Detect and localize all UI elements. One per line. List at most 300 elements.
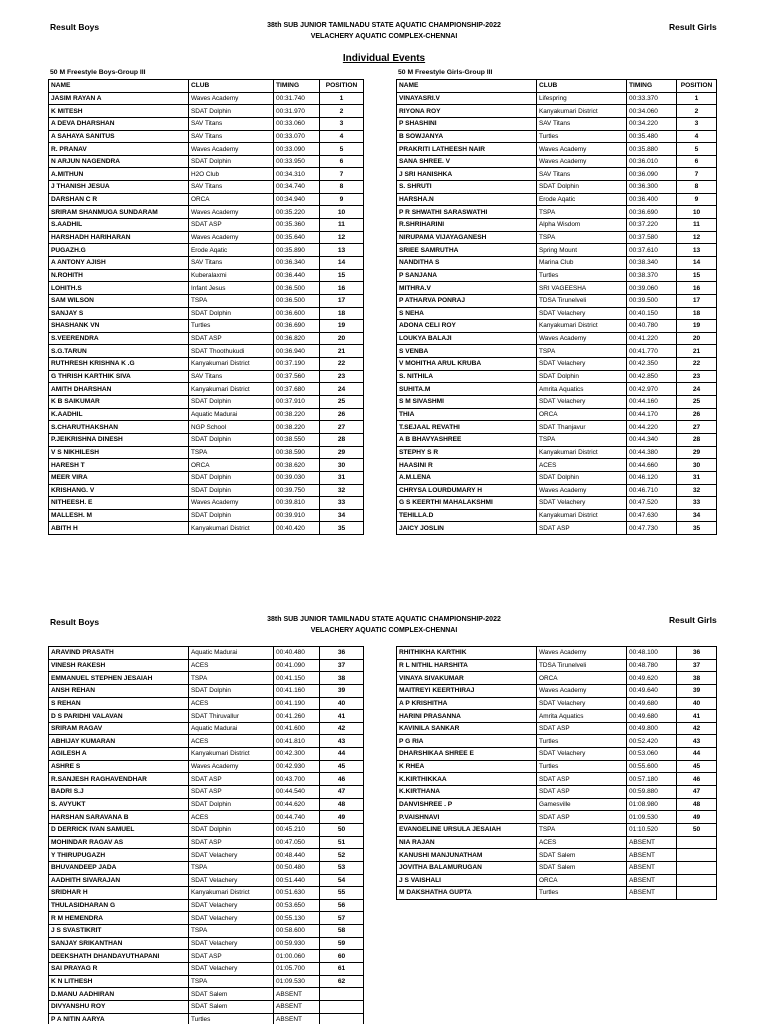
position: 21	[677, 345, 717, 358]
swimmer-name: A SAHAYA SANITUS	[49, 130, 189, 143]
swimmer-name: BADRI S.J	[49, 786, 189, 799]
table-row	[397, 155, 717, 168]
table-row	[49, 484, 364, 497]
timing: 00:36.690	[627, 206, 677, 219]
timing: 00:35.220	[274, 206, 320, 219]
timing: 00:38.220	[274, 421, 320, 434]
position: 19	[677, 320, 717, 333]
timing: 00:41.770	[627, 345, 677, 358]
swimmer-name: BHUVANDEEP JADA	[49, 861, 189, 874]
position: 33	[320, 497, 364, 510]
table-row	[397, 143, 717, 156]
table-row	[49, 408, 364, 421]
position: 6	[320, 155, 364, 168]
swimmer-name: J S SVASTIKRIT	[49, 925, 189, 938]
position: 18	[320, 307, 364, 320]
swimmer-name: SANJAY S	[49, 307, 189, 320]
swimmer-name: HAASINI R	[397, 459, 537, 472]
position: 54	[320, 874, 364, 887]
position: 40	[677, 697, 717, 710]
position: 19	[320, 320, 364, 333]
club-name: Turtles	[537, 887, 627, 900]
position	[677, 849, 717, 862]
timing: 00:31.970	[274, 105, 320, 118]
club-name: SDAT Dolphin	[189, 155, 274, 168]
position: 27	[677, 421, 717, 434]
result-boys-label: Result Boys	[50, 22, 100, 32]
timing: 00:40.480	[274, 647, 320, 660]
table-row	[49, 370, 364, 383]
position: 43	[677, 735, 717, 748]
table-row	[49, 244, 364, 257]
club-name: Amrita Aquatics	[537, 383, 627, 396]
table-row	[49, 975, 364, 988]
table-row	[397, 647, 717, 660]
position: 13	[677, 244, 717, 257]
table-row	[397, 408, 717, 421]
position: 52	[320, 849, 364, 862]
table-row	[49, 773, 364, 786]
club-name: Waves Academy	[189, 206, 274, 219]
timing: 00:35.640	[274, 231, 320, 244]
swimmer-name: J SRI HANISHKA	[397, 168, 537, 181]
swimmer-name: AADHITH SIVARAJAN	[49, 874, 189, 887]
swimmer-name: A DEVA DHARSHAN	[49, 117, 189, 130]
club-name: SDAT Thoothukudi	[189, 345, 274, 358]
club-name: SDAT ASP	[537, 722, 627, 735]
position: 34	[320, 509, 364, 522]
position: 45	[320, 760, 364, 773]
position: 14	[320, 256, 364, 269]
timing: 00:48.100	[627, 647, 677, 660]
position	[320, 1000, 364, 1013]
club-name: TSPA	[189, 925, 274, 938]
swimmer-name: KRISHANG. V	[49, 484, 189, 497]
timing: 00:34.220	[627, 117, 677, 130]
swimmer-name: DHARSHIKAA SHREE E	[397, 748, 537, 761]
timing: ABSENT	[627, 874, 677, 887]
club-name: SDAT Dolphin	[189, 509, 274, 522]
swimmer-name: J S VAISHALI	[397, 874, 537, 887]
table-row	[49, 798, 364, 811]
swimmer-name: MOHINDAR RAGAV AS	[49, 836, 189, 849]
position: 5	[320, 143, 364, 156]
position: 28	[677, 433, 717, 446]
position: 40	[320, 697, 364, 710]
swimmer-name: K.AADHIL	[49, 408, 189, 421]
club-name: TSPA	[537, 345, 627, 358]
timing: 00:41.810	[274, 735, 320, 748]
timing: 00:43.700	[274, 773, 320, 786]
timing: 00:36.690	[274, 320, 320, 333]
timing: 00:41.190	[274, 697, 320, 710]
position: 53	[320, 861, 364, 874]
table-row	[49, 294, 364, 307]
swimmer-name: S M SIVASHMI	[397, 396, 537, 409]
club-name: TSPA	[189, 294, 274, 307]
table-row	[397, 684, 717, 697]
swimmer-name: S.CHARUTHAKSHAN	[49, 421, 189, 434]
position: 32	[320, 484, 364, 497]
swimmer-name: G S KEERTHI MAHALAKSHMI	[397, 497, 537, 510]
table-row	[397, 105, 717, 118]
timing: ABSENT	[274, 1000, 320, 1013]
club-name: SAV Titans	[189, 370, 274, 383]
position	[677, 861, 717, 874]
table-row	[397, 181, 717, 194]
position: 60	[320, 950, 364, 963]
club-name: SDAT Velachery	[189, 874, 274, 887]
table-row	[397, 786, 717, 799]
table-row	[397, 823, 717, 836]
table-row	[397, 370, 717, 383]
swimmer-name: SANJAY SRIKANTHAN	[49, 937, 189, 950]
timing: 01:08.980	[627, 798, 677, 811]
swimmer-name: NIRUPAMA VIJAYAGANESH	[397, 231, 537, 244]
timing: 00:57.180	[627, 773, 677, 786]
girls-results-table-2	[396, 646, 717, 900]
club-name: TDSA Tirunelveli	[537, 294, 627, 307]
swimmer-name: DARSHAN C R	[49, 193, 189, 206]
table-row	[397, 522, 717, 535]
timing: 00:36.600	[274, 307, 320, 320]
swimmer-name: DIVYANSHU ROY	[49, 1000, 189, 1013]
club-name: SDAT Velachery	[189, 849, 274, 862]
timing: 00:37.910	[274, 396, 320, 409]
swimmer-name: SUHITA.M	[397, 383, 537, 396]
table-row	[397, 332, 717, 345]
timing: 00:46.120	[627, 471, 677, 484]
swimmer-name: AMITH DHARSHAN	[49, 383, 189, 396]
position: 46	[677, 773, 717, 786]
table-row	[397, 722, 717, 735]
club-name: ACES	[537, 836, 627, 849]
timing: 00:55.600	[627, 760, 677, 773]
club-name: SDAT Velachery	[537, 748, 627, 761]
club-name: Erode Aqatic	[537, 193, 627, 206]
swimmer-name: ASHRE S	[49, 760, 189, 773]
swimmer-name: VINAYA SIVAKUMAR	[397, 672, 537, 685]
swimmer-name: S. SHRUTI	[397, 181, 537, 194]
table-row	[49, 963, 364, 976]
boys-results-table-1	[48, 79, 364, 535]
timing: 00:42.350	[627, 358, 677, 371]
swimmer-name: K.KIRTHIKKAA	[397, 773, 537, 786]
swimmer-name: ABITH H	[49, 522, 189, 535]
swimmer-name: THIA	[397, 408, 537, 421]
swimmer-name: P.JEIKRISHNA DINESH	[49, 433, 189, 446]
position: 1	[677, 92, 717, 105]
swimmer-name: P R SHWATHI SARASWATHI	[397, 206, 537, 219]
swimmer-name: RIYONA ROY	[397, 105, 537, 118]
position	[677, 874, 717, 887]
swimmer-name: A ANTONY AJISH	[49, 256, 189, 269]
result-girls-label-2: Result Girls	[669, 615, 717, 625]
individual-events-title: Individual Events	[342, 53, 426, 64]
club-name: ACES	[189, 735, 274, 748]
timing: 00:51.440	[274, 874, 320, 887]
table-row	[49, 647, 364, 660]
club-name: SDAT Salem	[537, 849, 627, 862]
header-club: CLUB	[537, 80, 627, 93]
position: 9	[320, 193, 364, 206]
position: 58	[320, 925, 364, 938]
position: 62	[320, 975, 364, 988]
table-row	[397, 320, 717, 333]
position: 24	[677, 383, 717, 396]
swimmer-name: D.MANU AADHIRAN	[49, 988, 189, 1001]
table-row	[49, 396, 364, 409]
timing: 00:39.500	[627, 294, 677, 307]
swimmer-name: RHITHIKHA KARTHIK	[397, 647, 537, 660]
table-row	[397, 773, 717, 786]
girls-results-table-1	[396, 79, 717, 535]
timing: 00:38.340	[627, 256, 677, 269]
position: 42	[320, 722, 364, 735]
swimmer-name: SHASHANK VN	[49, 320, 189, 333]
timing: 00:36.500	[274, 282, 320, 295]
table-row	[49, 433, 364, 446]
swimmer-name: A.MITHUN	[49, 168, 189, 181]
table-row	[49, 659, 364, 672]
header-timing: TIMING	[274, 80, 320, 93]
club-name: TSPA	[537, 823, 627, 836]
club-name: ACES	[189, 811, 274, 824]
timing: 00:34.060	[627, 105, 677, 118]
swimmer-name: V S NIKHILESH	[49, 446, 189, 459]
club-name: Waves Academy	[537, 484, 627, 497]
position: 21	[320, 345, 364, 358]
table-row	[49, 874, 364, 887]
club-name: SDAT Thanjavur	[537, 421, 627, 434]
timing: 00:58.600	[274, 925, 320, 938]
table-row	[49, 887, 364, 900]
girls-group-title: 50 M Freestyle Girls-Group III	[398, 69, 493, 76]
header-name: NAME	[49, 80, 189, 93]
timing: 00:45.210	[274, 823, 320, 836]
timing: ABSENT	[274, 1013, 320, 1024]
swimmer-name: JOVITHA BALAMURUGAN	[397, 861, 537, 874]
club-name: Aquatic Madurai	[189, 722, 274, 735]
timing: 01:00.060	[274, 950, 320, 963]
timing: 01:05.700	[274, 963, 320, 976]
club-name: Kanyakumari District	[189, 748, 274, 761]
club-name: SAV Titans	[189, 130, 274, 143]
table-row	[49, 383, 364, 396]
timing: 00:47.630	[627, 509, 677, 522]
position: 45	[677, 760, 717, 773]
table-row	[397, 887, 717, 900]
position: 30	[320, 459, 364, 472]
table-row	[397, 383, 717, 396]
club-name: Turtles	[537, 130, 627, 143]
table-row	[397, 446, 717, 459]
club-name: Waves Academy	[189, 231, 274, 244]
timing: 01:09.530	[274, 975, 320, 988]
table-row	[49, 522, 364, 535]
swimmer-name: N.ROHITH	[49, 269, 189, 282]
club-name: Aquatic Madurai	[189, 408, 274, 421]
club-name: TSPA	[189, 672, 274, 685]
swimmer-name: JASIM RAYAN A	[49, 92, 189, 105]
club-name: SDAT ASP	[537, 773, 627, 786]
position: 34	[677, 509, 717, 522]
table-row	[49, 684, 364, 697]
swimmer-name: P G RIA	[397, 735, 537, 748]
table-row	[49, 181, 364, 194]
timing: 00:42.930	[274, 760, 320, 773]
club-name: Erode Aqatic	[189, 244, 274, 257]
position: 6	[677, 155, 717, 168]
table-row	[49, 358, 364, 371]
result-girls-label: Result Girls	[669, 22, 717, 32]
swimmer-name: S. NITHILA	[397, 370, 537, 383]
swimmer-name: KANUSHI MANJUNATHAM	[397, 849, 537, 862]
swimmer-name: SRIRAM RAGAV	[49, 722, 189, 735]
timing: 00:52.420	[627, 735, 677, 748]
timing: 00:49.620	[627, 672, 677, 685]
position: 15	[320, 269, 364, 282]
header-position: POSITION	[320, 80, 364, 93]
position: 15	[677, 269, 717, 282]
table-row	[397, 459, 717, 472]
timing: ABSENT	[627, 836, 677, 849]
swimmer-name: JAICY JOSLIN	[397, 522, 537, 535]
swimmer-name: VINAYASRI.V	[397, 92, 537, 105]
timing: 00:35.360	[274, 219, 320, 232]
timing: 00:36.340	[274, 256, 320, 269]
club-name: SDAT Velachery	[189, 899, 274, 912]
table-row	[397, 811, 717, 824]
swimmer-name: S.AADHIL	[49, 219, 189, 232]
club-name: Turtles	[537, 735, 627, 748]
swimmer-name: MEER VIRA	[49, 471, 189, 484]
championship-title-2: 38th SUB JUNIOR TAMILNADU STATE AQUATIC CHAMPIONSHIP-2022	[267, 616, 501, 623]
club-name: TSPA	[537, 206, 627, 219]
swimmer-name: S. AVYUKT	[49, 798, 189, 811]
timing: 00:38.620	[274, 459, 320, 472]
timing: 00:34.310	[274, 168, 320, 181]
timing: 00:37.220	[627, 219, 677, 232]
table-row	[49, 1000, 364, 1013]
club-name: SAV Titans	[189, 256, 274, 269]
position: 47	[677, 786, 717, 799]
position: 36	[320, 647, 364, 660]
club-name: Aquatic Madurai	[189, 647, 274, 660]
swimmer-name: PUGAZH.G	[49, 244, 189, 257]
position: 51	[320, 836, 364, 849]
club-name: Gamesville	[537, 798, 627, 811]
swimmer-name: STEPHY S R	[397, 446, 537, 459]
swimmer-name: SRIDHAR H	[49, 887, 189, 900]
position: 10	[320, 206, 364, 219]
timing: 00:40.780	[627, 320, 677, 333]
timing: 00:33.060	[274, 117, 320, 130]
club-name: SDAT Dolphin	[189, 798, 274, 811]
club-name: SDAT Velachery	[537, 497, 627, 510]
timing: 00:40.420	[274, 522, 320, 535]
swimmer-name: SRIRAM SHANMUGA SUNDARAM	[49, 206, 189, 219]
club-name: SDAT Dolphin	[189, 823, 274, 836]
swimmer-name: J THANISH JESUA	[49, 181, 189, 194]
timing: ABSENT	[627, 861, 677, 874]
swimmer-name: K RHEA	[397, 760, 537, 773]
timing: 00:41.150	[274, 672, 320, 685]
club-name: Waves Academy	[537, 155, 627, 168]
timing: 00:33.090	[274, 143, 320, 156]
position: 23	[320, 370, 364, 383]
timing: 00:35.880	[627, 143, 677, 156]
position: 2	[320, 105, 364, 118]
position: 26	[677, 408, 717, 421]
club-name: SDAT Dolphin	[189, 684, 274, 697]
club-name: Waves Academy	[189, 497, 274, 510]
position: 44	[320, 748, 364, 761]
table-row	[49, 269, 364, 282]
table-row	[49, 760, 364, 773]
position: 29	[677, 446, 717, 459]
table-row	[397, 358, 717, 371]
header-name: NAME	[397, 80, 537, 93]
position: 30	[677, 459, 717, 472]
swimmer-name: SRIEE SAMRUTHA	[397, 244, 537, 257]
club-name: ORCA	[537, 408, 627, 421]
club-name: SDAT Dolphin	[189, 484, 274, 497]
table-row	[397, 206, 717, 219]
swimmer-name: HARINI PRASANNA	[397, 710, 537, 723]
table-row	[397, 484, 717, 497]
position: 41	[677, 710, 717, 723]
position: 7	[677, 168, 717, 181]
club-name: SDAT Dolphin	[537, 181, 627, 194]
table-row	[49, 105, 364, 118]
position: 22	[320, 358, 364, 371]
position: 11	[677, 219, 717, 232]
timing: 00:41.220	[627, 332, 677, 345]
timing: 00:44.160	[627, 396, 677, 409]
timing: 00:44.620	[274, 798, 320, 811]
swimmer-name: SANA SHREE. V	[397, 155, 537, 168]
table-row	[397, 697, 717, 710]
club-name: Waves Academy	[537, 332, 627, 345]
table-row	[49, 899, 364, 912]
position: 18	[677, 307, 717, 320]
swimmer-name: PRAKRITI LATHEESH NAIR	[397, 143, 537, 156]
position	[320, 988, 364, 1001]
swimmer-name: MAITREYI KEERTHIRAJ	[397, 684, 537, 697]
position: 35	[320, 522, 364, 535]
timing: 00:49.680	[627, 697, 677, 710]
boys-results-table-2	[48, 646, 364, 1024]
position: 49	[320, 811, 364, 824]
swimmer-name: EVANGELINE URSULA JESAIAH	[397, 823, 537, 836]
table-row	[49, 143, 364, 156]
club-name: Turtles	[189, 1013, 274, 1024]
club-name: ORCA	[189, 193, 274, 206]
timing: 00:31.740	[274, 92, 320, 105]
timing: 00:55.130	[274, 912, 320, 925]
timing: 00:41.260	[274, 710, 320, 723]
club-name: Turtles	[189, 320, 274, 333]
table-row	[397, 659, 717, 672]
table-row	[49, 836, 364, 849]
championship-title: 38th SUB JUNIOR TAMILNADU STATE AQUATIC CHAMPIONSHIP-2022	[267, 22, 501, 29]
position: 35	[677, 522, 717, 535]
table-row	[397, 798, 717, 811]
swimmer-name: RUTHRESH KRISHNA K .G	[49, 358, 189, 371]
timing: 00:44.170	[627, 408, 677, 421]
table-row	[397, 244, 717, 257]
